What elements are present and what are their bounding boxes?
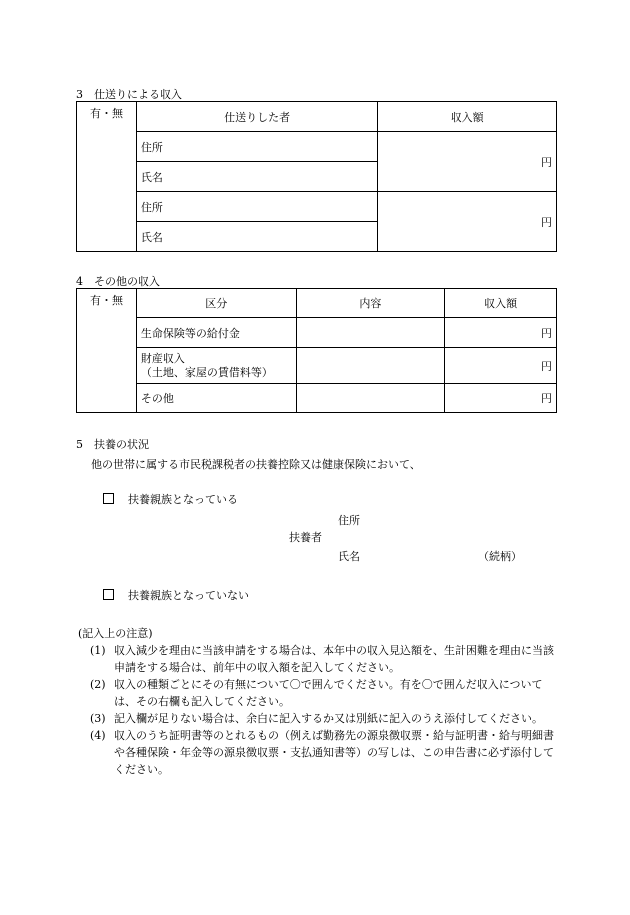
supporter-label: 扶養者: [289, 531, 322, 544]
sender2-name[interactable]: 氏名: [136, 222, 377, 252]
notes-heading: (記入上の注意): [78, 627, 153, 640]
sender1-address[interactable]: 住所: [136, 132, 377, 162]
remittance-income-table: [76, 101, 557, 252]
yes-no-cell[interactable]: 有・無: [77, 102, 137, 252]
note-item: (3) 記入欄が足りない場合は、余白に記入するか又は別紙に記入のうえ添付してください。: [90, 712, 543, 725]
section3-heading: 3 仕送りによる収入: [76, 88, 182, 101]
checkbox-icon[interactable]: [103, 589, 114, 600]
col-sender: 仕送りした者: [136, 102, 377, 132]
amount-cell[interactable]: 円: [445, 348, 557, 384]
sender2-address[interactable]: 住所: [136, 192, 377, 222]
relation-label: （続柄）: [478, 550, 522, 563]
entry-notes: [78, 625, 558, 778]
option-dependent[interactable]: [103, 491, 238, 507]
category-life-insurance: 生命保険等の給付金: [136, 318, 296, 348]
dependent-intro: 他の世帯に属する市民税課税者の扶養控除又は健康保険において、: [91, 458, 421, 471]
option-not-dependent[interactable]: [103, 587, 249, 603]
category-property-income: [136, 348, 296, 384]
supporter-name-label: 氏名: [338, 550, 360, 563]
category-other: その他: [136, 384, 296, 413]
yes-no-cell[interactable]: 有・無: [77, 289, 137, 413]
content-cell[interactable]: [296, 318, 445, 348]
category-line2: （土地、家屋の賃借料等）: [140, 365, 273, 379]
option-label: 扶養親族となっていない: [128, 589, 249, 602]
amount-cell[interactable]: 円: [445, 384, 557, 413]
supporter-address-label: 住所: [338, 514, 360, 527]
category-line1: 財産収入: [140, 351, 185, 365]
sender2-amount[interactable]: 円: [378, 192, 557, 252]
col-amount: 収入額: [378, 102, 557, 132]
section4-heading: 4 その他の収入: [76, 275, 160, 288]
content-cell[interactable]: [296, 384, 445, 413]
col-content: 内容: [296, 289, 445, 318]
checkbox-icon[interactable]: [103, 493, 114, 504]
note-item: (4) 収入のうち証明書等のとれるもの（例えば勤務先の源泉徴収票・給与証明書・給与明細書や各種保険・年金等の源泉徴収票・支払通知書等）の写しは、この申告書に必ず添付してください。: [90, 729, 554, 776]
amount-cell[interactable]: 円: [445, 318, 557, 348]
note-item: (2) 収入の種類ごとにその有無について〇で囲んでください。有を〇で囲んだ収入については、その右欄も記入してください。: [90, 678, 543, 708]
section5-heading: 5 扶養の状況: [76, 438, 149, 451]
option-label: 扶養親族となっている: [128, 493, 238, 506]
other-income-table: [76, 288, 557, 413]
col-category: 区分: [136, 289, 296, 318]
sender1-name[interactable]: 氏名: [136, 162, 377, 192]
note-item: (1) 収入減少を理由に当該申請をする場合は、本年中の収入見込額を、生計困難を理由に当該申請をする場合は、前年中の収入額を記入してください。: [90, 644, 554, 674]
content-cell[interactable]: [296, 348, 445, 384]
sender1-amount[interactable]: 円: [378, 132, 557, 192]
col-amount: 収入額: [445, 289, 557, 318]
